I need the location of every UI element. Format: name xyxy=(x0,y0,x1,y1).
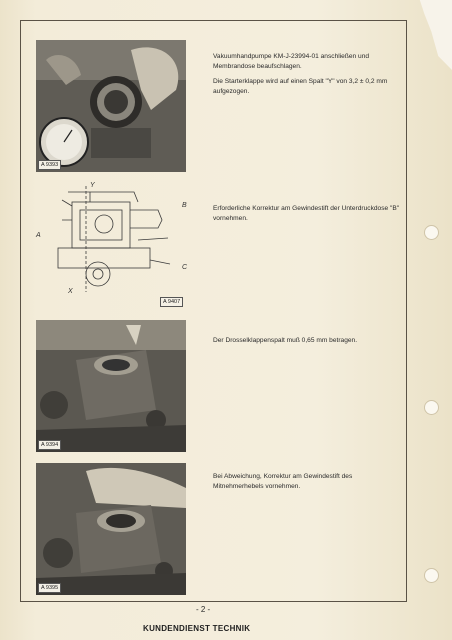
punch-hole xyxy=(424,225,439,240)
figure-ref: A 9395 xyxy=(38,583,61,593)
label-c: C xyxy=(182,264,188,271)
figure-ref: A 9393 xyxy=(38,160,61,170)
paragraph: Vakuumhandpumpe KM-J-23994-01 anschließen und Membrandose beaufschlagen. xyxy=(213,53,370,70)
figure-throttle-gap-photo xyxy=(36,320,186,452)
paragraph: Die Starterklappe wird auf einen Spalt "Y" von 3,2 ± 0,2 mm aufgezogen. xyxy=(213,78,388,95)
footer-title: KUNDENDIENST TECHNIK xyxy=(143,624,251,633)
torn-corner xyxy=(406,0,452,70)
punch-hole xyxy=(424,400,439,415)
carburetor-photo-illustration xyxy=(36,463,186,595)
instruction-text-2 xyxy=(213,204,403,229)
punch-hole xyxy=(424,568,439,583)
instruction-text-3 xyxy=(213,336,403,351)
paragraph: Erforderliche Korrektur am Gewindestift der Unterdruckdose "B" vornehmen. xyxy=(213,205,400,222)
figure-ref: A 9407 xyxy=(160,297,183,307)
label-b: B xyxy=(182,202,187,209)
label-a: A xyxy=(36,232,41,239)
figure-ref: A 9394 xyxy=(38,440,61,450)
carburetor-gauge-illustration xyxy=(36,40,186,172)
paragraph: Der Drosselklappenspalt muß 0,65 mm betragen. xyxy=(213,337,358,344)
instruction-text-4 xyxy=(213,472,403,497)
paragraph: Bei Abweichung, Korrektur am Gewindestift des Mitnehmerhebels vornehmen. xyxy=(213,473,353,490)
carburetor-line-drawing xyxy=(38,180,198,308)
instruction-text-1 xyxy=(213,52,403,102)
label-y: Y xyxy=(90,182,95,189)
page-number: - 2 - xyxy=(196,605,211,614)
figure-vacuum-pump-photo xyxy=(36,40,186,172)
figure-lever-photo xyxy=(36,463,186,595)
figure-carburetor-diagram xyxy=(38,180,198,308)
label-x: X xyxy=(68,288,73,295)
carburetor-photo-illustration xyxy=(36,320,186,452)
